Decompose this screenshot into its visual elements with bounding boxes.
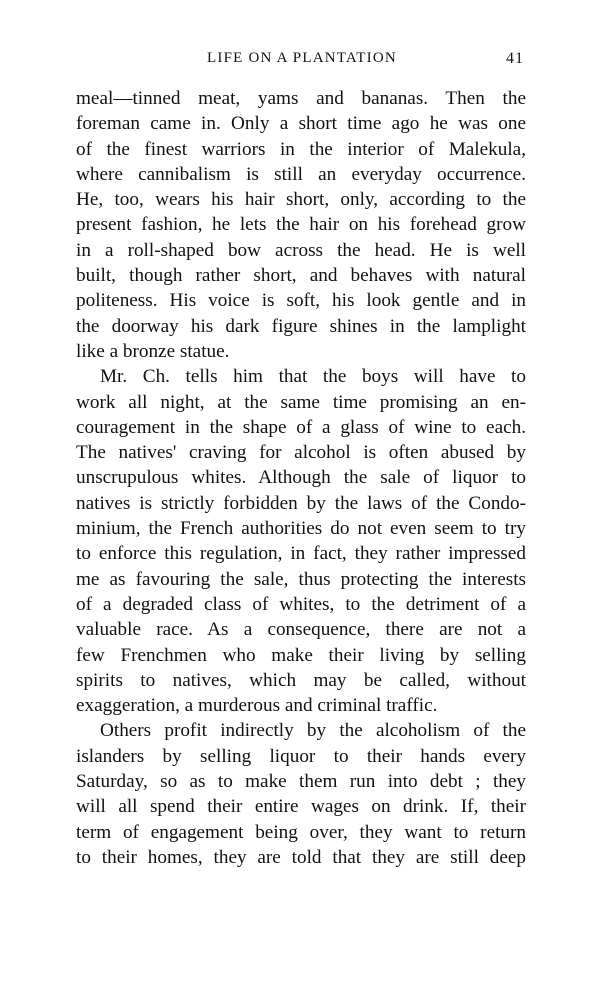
text-line: meal—tinned meat, yams and bananas. Then the bbox=[76, 88, 526, 109]
text-line: islanders by selling liquor to their hands every bbox=[76, 745, 526, 767]
text-line: where cannibalism is still an everyday occurrence. bbox=[76, 163, 526, 185]
body-text bbox=[76, 86, 526, 870]
text-line: natives is strictly forbidden by the laws of the Condo- bbox=[76, 492, 526, 514]
text-line: of the finest warriors in the interior of Malekula, bbox=[76, 138, 526, 160]
text-line: unscrupulous whites. Although the sale of liquor to bbox=[76, 467, 526, 489]
text-line: in a roll-shaped bow across the head. He is well bbox=[76, 239, 526, 261]
text-line: He, too, wears his hair short, only, according to the bbox=[76, 189, 526, 211]
page-number: 41 bbox=[506, 50, 524, 67]
paragraph-first-line: Others profit indirectly by the alcoholism of the bbox=[100, 720, 526, 742]
text-line: built, though rather short, and behaves with natural bbox=[76, 265, 526, 287]
running-title: LIFE ON A PLANTATION bbox=[207, 50, 397, 66]
text-line: the doorway his dark figure shines in the lamplight bbox=[76, 315, 526, 337]
text-line: to their homes, they are told that they are still deep bbox=[76, 846, 526, 868]
text-line: spirits to natives, which may be called, without bbox=[76, 669, 526, 691]
text-line: to enforce this regulation, in fact, they rather impressed bbox=[76, 543, 526, 565]
text-line: few Frenchmen who make their living by selling bbox=[76, 644, 526, 666]
running-head bbox=[76, 50, 526, 74]
text-line: like a bronze statue. bbox=[76, 340, 230, 362]
text-line: work all night, at the same time promising an en- bbox=[76, 391, 526, 413]
text-line: valuable race. As a consequence, there are not a bbox=[76, 619, 526, 641]
text-line: of a degraded class of whites, to the detriment of a bbox=[76, 593, 526, 615]
paragraph-first-line: Mr. Ch. tells him that the boys will have to bbox=[100, 366, 526, 388]
text-line: minium, the French authorities do not even seem to try bbox=[76, 518, 526, 540]
text-line: politeness. His voice is soft, his look gentle and in bbox=[76, 290, 526, 312]
text-line: foreman came in. Only a short time ago he was one bbox=[76, 113, 526, 135]
text-line: term of engagement being over, they want to return bbox=[76, 821, 526, 843]
text-line: will all spend their entire wages on drink. If, their bbox=[76, 796, 526, 818]
text-line: couragement in the shape of a glass of wine to each. bbox=[76, 416, 526, 438]
text-line: The natives' craving for alcohol is often abused by bbox=[76, 442, 526, 464]
text-line: Saturday, so as to make them run into debt ; they bbox=[76, 771, 526, 793]
text-line: me as favouring the sale, thus protecting the interests bbox=[76, 568, 526, 590]
text-line: present fashion, he lets the hair on his forehead grow bbox=[76, 214, 526, 236]
text-line: exaggeration, a murderous and criminal traffic. bbox=[76, 695, 438, 717]
